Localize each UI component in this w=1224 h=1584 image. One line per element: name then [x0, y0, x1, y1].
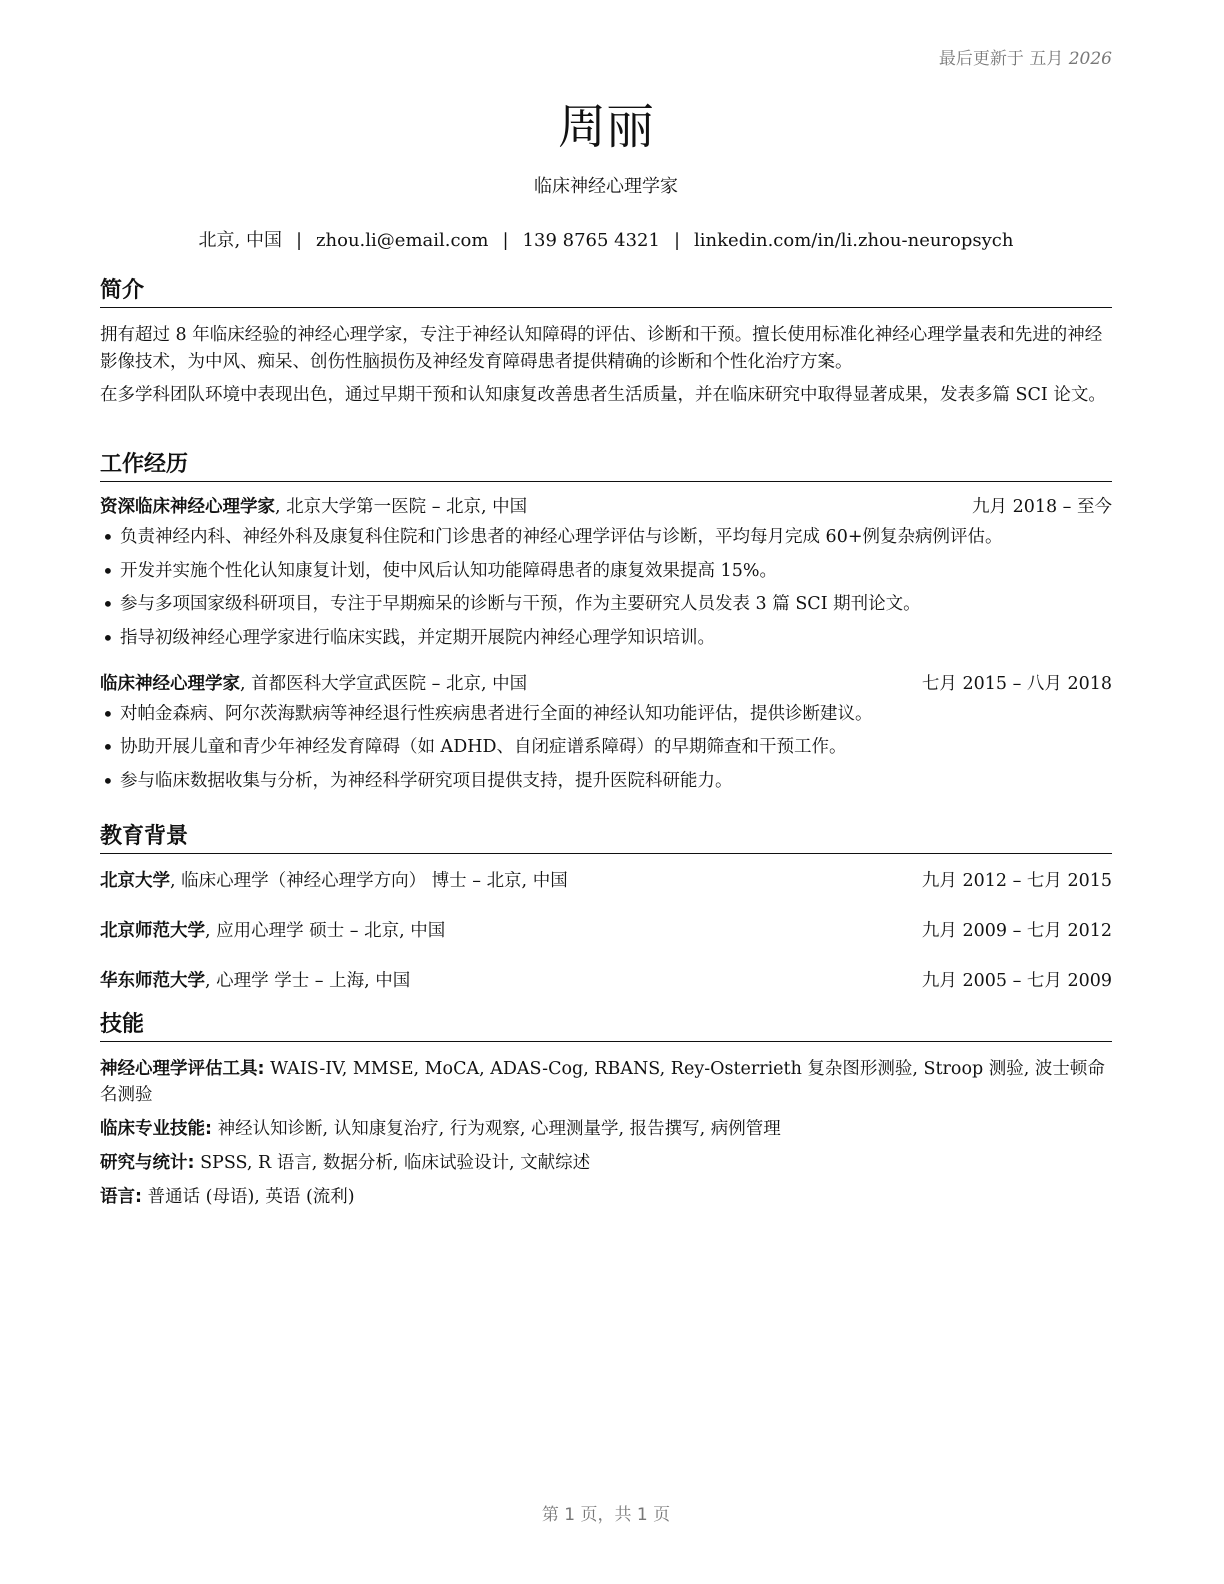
job-bullet: • 协助开展儿童和青少年神经发育障碍（如 ADHD、自闭症谱系障碍）的早期筛查和干预工作。: [100, 734, 1112, 760]
job-bullet: • 负责神经内科、神经外科及康复科住院和门诊患者的神经心理学评估与诊断，平均每月完成 60+例复杂病例评估。: [100, 524, 1112, 550]
education-school: 北京大学: [100, 871, 170, 891]
contact-linkedin[interactable]: linkedin.com/in/li.zhou-neuropsych: [694, 230, 1014, 251]
section-heading: 教育背景: [100, 824, 1112, 854]
job-dates: 九月 2018 – 至今: [972, 497, 1112, 517]
job-title-line: [100, 494, 527, 520]
page-number: 第 1 页，共 1 页: [541, 1505, 671, 1525]
skills-section: [100, 1012, 1112, 1218]
last-updated: [939, 44, 1112, 69]
candidate-title: 临床神经心理学家: [534, 176, 678, 197]
job-header: [100, 494, 1112, 520]
education-detail: , 心理学 学士 – 上海, 中国: [205, 971, 411, 991]
job-bullets: [100, 524, 1112, 651]
education-line: [100, 868, 568, 894]
job-bullet: • 指导初级神经心理学家进行临床实践，并定期开展院内神经心理学知识培训。: [100, 625, 1112, 651]
skill-value: SPSS, R 语言, 数据分析, 临床试验设计, 文献综述: [194, 1153, 591, 1173]
skill-label: 临床专业技能:: [100, 1119, 212, 1139]
summary-paragraph: 拥有超过 8 年临床经验的神经心理学家，专注于神经认知障碍的评估、诊断和干预。擅长使用标准化神经心理学量表和先进的神经影像技术，为中风、痴呆、创伤性脑损伤及神经发育障碍患者提供精确的诊断和个性化治疗方案。: [100, 325, 1103, 372]
job-bullet: • 参与多项国家级科研项目，专注于早期痴呆的诊断与干预，作为主要研究人员发表 3 篇 SCI 期刊论文。: [100, 591, 1112, 617]
job-bullet: • 开发并实施个性化认知康复计划，使中风后认知功能障碍患者的康复效果提高 15%。: [100, 558, 1112, 584]
job-org: , 首都医科大学宣武医院 – 北京, 中国: [240, 673, 528, 694]
skill-label: 研究与统计:: [100, 1153, 195, 1173]
skill-value: 神经认知诊断, 认知康复治疗, 行为观察, 心理测量学, 报告撰写, 病例管理: [212, 1119, 781, 1139]
skill-row: [100, 1150, 1112, 1176]
skill-label: 神经心理学评估工具:: [100, 1059, 265, 1079]
section-heading: 简介: [100, 278, 1112, 308]
contact-phone[interactable]: 139 8765 4321: [522, 230, 660, 251]
contact-email[interactable]: zhou.li@email.com: [316, 230, 489, 251]
contact-line: [100, 226, 1112, 252]
job-bullet: • 对帕金森病、阿尔茨海默病等神经退行性疾病患者进行全面的神经认知功能评估，提供诊断建议。: [100, 701, 1112, 727]
education-detail: , 应用心理学 硕士 – 北京, 中国: [205, 921, 446, 941]
job-bullets: [100, 701, 1112, 794]
education-dates: 九月 2009 – 七月 2012: [921, 921, 1112, 941]
education-line: [100, 968, 410, 994]
job-org: , 北京大学第一医院 – 北京, 中国: [275, 497, 528, 517]
contact-location: 北京, 中国: [198, 230, 282, 251]
candidate-name: 周丽: [557, 99, 654, 155]
contact-separator: |: [295, 230, 303, 251]
education-dates: 九月 2012 – 七月 2015: [921, 871, 1112, 891]
job-dates: 七月 2015 – 八月 2018: [921, 673, 1112, 694]
skill-row: [100, 1184, 1112, 1210]
job-title-line: [100, 671, 527, 697]
job-role: 资深临床神经心理学家: [100, 497, 275, 517]
summary-section: [100, 278, 1112, 409]
skill-row: [100, 1116, 1112, 1142]
resume-page: [100, 0, 1112, 1584]
skill-value: 普通话 (母语), 英语 (流利): [142, 1187, 355, 1207]
last-updated-label: 最后更新于 五月: [938, 49, 1064, 69]
last-updated-year: 2026: [1068, 49, 1112, 69]
education-line: [100, 918, 445, 944]
job-entry: [100, 494, 1112, 651]
education-entry: [100, 868, 1112, 894]
experience-section: [100, 452, 1112, 801]
summary-paragraph: 在多学科团队环境中表现出色，通过早期干预和认知康复改善患者生活质量，并在临床研究中取得显著成果，发表多篇 SCI 论文。: [100, 385, 1106, 405]
education-detail: , 临床心理学（神经心理学方向） 博士 – 北京, 中国: [170, 871, 568, 891]
education-school: 华东师范大学: [100, 971, 205, 991]
job-header: [100, 671, 1112, 697]
skill-value: WAIS-IV, MMSE, MoCA, ADAS-Cog, RBANS, Rey-Osterrieth 复杂图形测验, Stroop 测验, 波士顿命名测验: [100, 1059, 1105, 1105]
education-dates: 九月 2005 – 七月 2009: [921, 971, 1112, 991]
job-entry: [100, 671, 1112, 794]
education-school: 北京师范大学: [100, 921, 205, 941]
job-bullet: • 参与临床数据收集与分析，为神经科学研究项目提供支持，提升医院科研能力。: [100, 768, 1112, 794]
skill-row: [100, 1056, 1112, 1108]
contact-separator: |: [673, 230, 681, 251]
skill-label: 语言:: [100, 1187, 142, 1207]
contact-separator: |: [502, 230, 509, 251]
education-section: [100, 824, 1112, 994]
education-entry: [100, 918, 1112, 944]
job-role: 临床神经心理学家: [100, 673, 240, 694]
education-entry: [100, 968, 1112, 994]
section-heading: 工作经历: [100, 452, 1112, 482]
section-heading: 技能: [100, 1012, 1112, 1042]
